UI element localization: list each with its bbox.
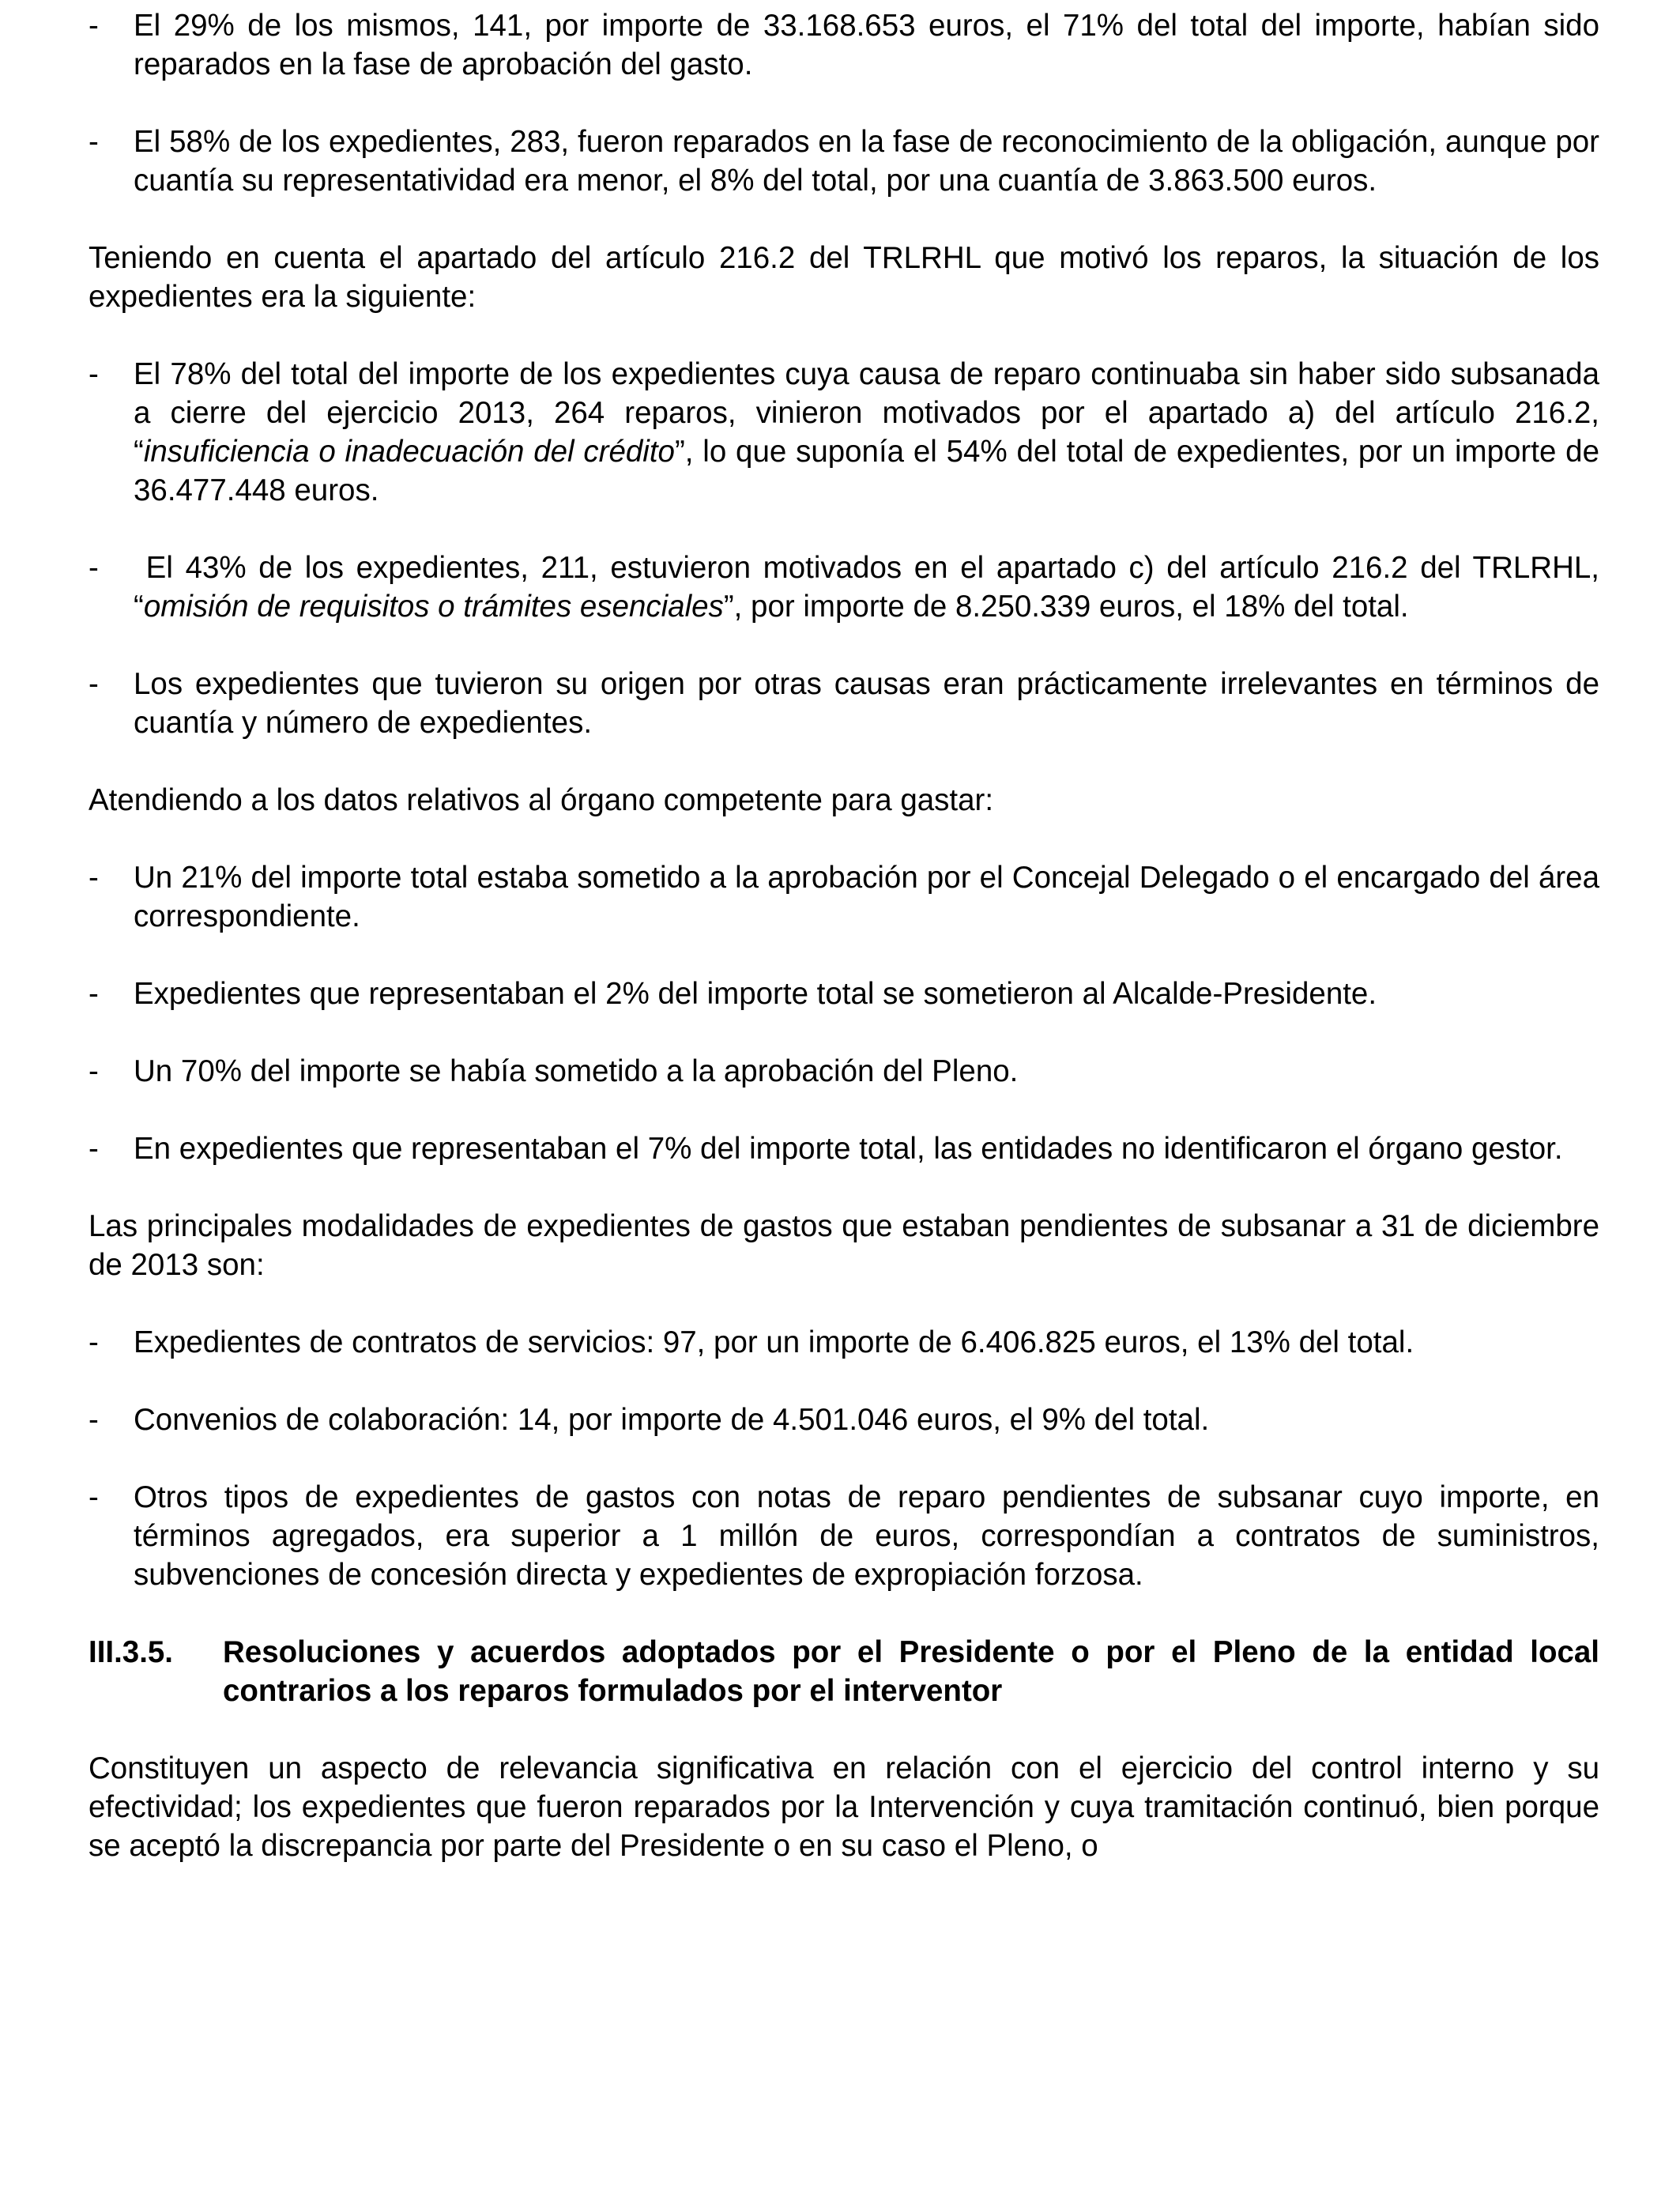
bullet-item: [89, 1478, 1599, 1594]
document-page: [89, 6, 1608, 1904]
bullet-text: Expedientes que representaban el 2% del importe total se sometieron al Alcalde-Presidente.: [134, 977, 1377, 1011]
bullet-text: [134, 357, 1599, 507]
bullet-text: En expedientes que representaban el 7% del importe total, las entidades no identificaron el órgano gestor.: [134, 1132, 1563, 1166]
text-run: El 43% de los expedientes, 211, estuvieron motivados en el apartado c) del artículo 216.2 del TRLRHL, “: [134, 551, 1608, 624]
bullet-text: Un 21% del importe total estaba sometido a la aprobación por el Concejal Delegado o el encargado del área correspondiente.: [134, 861, 1599, 933]
bullet-text: Expedientes de contratos de servicios: 97, por un importe de 6.406.825 euros, el 13% del total.: [134, 1325, 1414, 1359]
bullet-text: Los expedientes que tuvieron su origen por otras causas eran prácticamente irrelevantes en términos de cuantía y número de expedientes.: [134, 667, 1599, 740]
paragraph: Constituyen un aspecto de relevancia significativa en relación con el ejercicio del control interno y su efectividad; los expedientes que fueron reparados por la Intervención y cuya tramitación continuó, bien porque se aceptó la discrepancia por parte del Presidente o en su caso el Pleno, o: [89, 1751, 1599, 1863]
bullet-item: [89, 6, 1599, 84]
bullet-marker: -: [89, 1403, 99, 1437]
bullet-text: Otros tipos de expedientes de gastos con notas de reparo pendientes de subsanar cuyo importe, en términos agregados, era superior a 1 millón de euros, correspondían a contratos de suministros, subvenciones de concesión directa y expedientes de expropiación forzosa.: [134, 1480, 1599, 1592]
italic-term: insuficiencia o inadecuación del crédito: [143, 435, 675, 469]
bullet-text: Un 70% del importe se había sometido a la aprobación del Pleno.: [134, 1054, 1019, 1088]
bullet-marker: -: [89, 977, 99, 1011]
section-title: Resoluciones y acuerdos adoptados por el Presidente o por el Pleno de la entidad local contrarios a los reparos formulados por el interventor: [223, 1635, 1599, 1708]
bullet-item: [89, 548, 1608, 626]
text-run: ”, lo que suponía el 54% del total de expedientes, por un importe de 36.477.448 euros.: [134, 435, 1599, 507]
bullet-marker: -: [89, 1325, 99, 1359]
bullet-marker: -: [89, 357, 99, 391]
bullet-marker: -: [89, 1480, 99, 1514]
text-run: ”, por importe de 8.250.339 euros, el 18% del total.: [723, 590, 1409, 624]
paragraph: Atendiendo a los datos relativos al órgano competente para gastar:: [89, 783, 994, 817]
paragraph: Teniendo en cuenta el apartado del artículo 216.2 del TRLRHL que motivó los reparos, la situación de los expedientes era la siguiente:: [89, 241, 1599, 314]
section-number: III.3.5.: [89, 1635, 174, 1669]
bullet-marker: -: [89, 861, 99, 895]
text-run: El 78% del total del importe de los expedientes cuya causa de reparo continuaba sin haber sido subsanada a cierre del ejercicio 2013, 264 reparos, vinieron motivados por el apartado a) del artículo 216.2, “: [134, 357, 1599, 469]
bullet-item: [89, 665, 1599, 742]
bullet-item: [89, 974, 1599, 1013]
paragraph: Las principales modalidades de expedientes de gastos que estaban pendientes de subsanar a 31 de diciembre de 2013 son:: [89, 1209, 1599, 1282]
bullet-item: [89, 1129, 1599, 1168]
bullet-text: El 58% de los expedientes, 283, fueron reparados en la fase de reconocimiento de la obligación, aunque por cuantía su representatividad era menor, el 8% del total, por una cuantía de 3.863.500 euros.: [134, 125, 1599, 198]
bullet-item: [89, 858, 1599, 936]
bullet-text: Convenios de colaboración: 14, por importe de 4.501.046 euros, el 9% del total.: [134, 1403, 1210, 1437]
bullet-marker: -: [89, 667, 99, 701]
bullet-item: [89, 355, 1599, 510]
bullet-marker: -: [89, 9, 99, 43]
bullet-item: [89, 123, 1599, 200]
bullet-item: [89, 1052, 1599, 1091]
bullet-text: [134, 551, 1608, 624]
bullet-item: [89, 1400, 1599, 1439]
italic-term: omisión de requisitos o trámites esenciales: [143, 590, 724, 624]
section-heading: [89, 1633, 1599, 1710]
bullet-marker: -: [89, 1132, 99, 1166]
bullet-text: El 29% de los mismos, 141, por importe de 33.168.653 euros, el 71% del total del importe, habían sido reparados en la fase de aprobación del gasto.: [134, 9, 1599, 81]
bullet-marker: -: [89, 125, 99, 159]
bullet-item: [89, 1323, 1599, 1362]
bullet-marker: -: [89, 551, 99, 585]
bullet-marker: -: [89, 1054, 99, 1088]
